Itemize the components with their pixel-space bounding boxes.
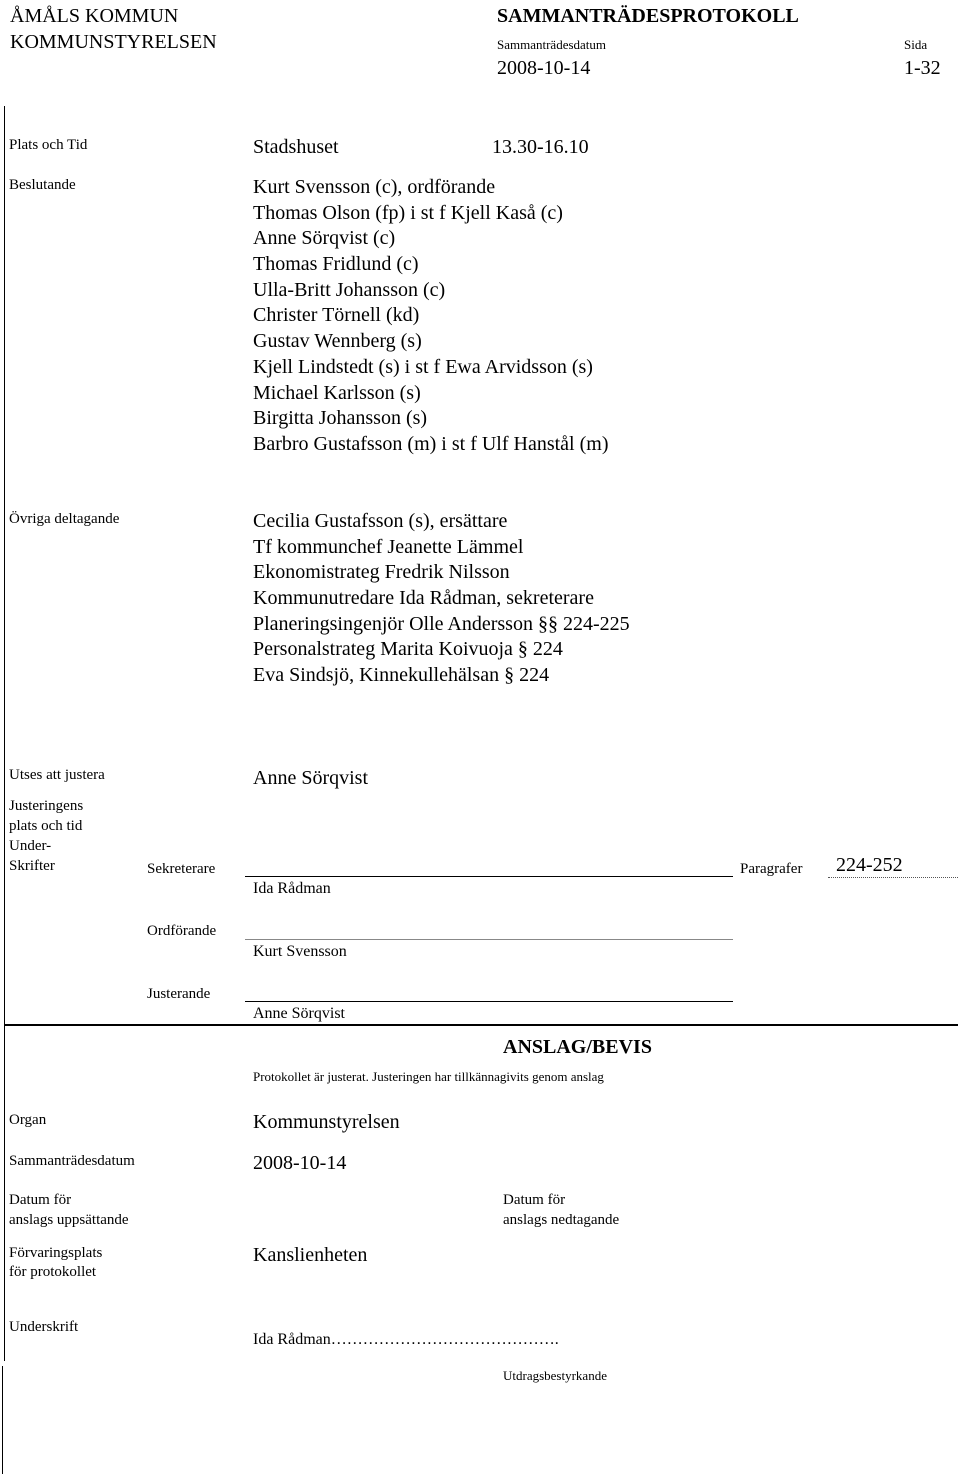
paragrafer-label: Paragrafer: [740, 861, 803, 877]
member-item: Birgitta Johansson (s): [253, 407, 428, 430]
uppsattande-label-line2: anslags uppsättande: [9, 1212, 129, 1228]
underskrifter-label-line2: Skrifter: [9, 858, 55, 874]
underskrifter-label-line1: Under-: [9, 838, 52, 854]
participant-item: Planeringsingenjör Olle Andersson §§ 224-225: [253, 612, 630, 635]
beslutande-label: Beslutande: [9, 177, 76, 193]
uppsattande-label-line1: Datum för: [9, 1192, 72, 1208]
member-item: Thomas Olson (fp) i st f Kjell Kaså (c): [253, 201, 563, 224]
left-border-upper: [4, 106, 5, 1024]
ordforande-label: Ordförande: [147, 923, 217, 939]
page-value: 1-32: [904, 57, 941, 79]
nedtagande-label-line2: anslags nedtagande: [503, 1212, 620, 1228]
ordforande-name: Kurt Svensson: [253, 943, 347, 960]
justeringens-label-line2: plats och tid: [9, 818, 83, 834]
sekreterare-name: Ida Rådman: [253, 880, 331, 897]
utdragsbestyrkande-label: Utdragsbestyrkande: [503, 1368, 607, 1383]
member-item: Anne Sörqvist (c): [253, 227, 396, 250]
page-label: Sida: [904, 37, 928, 52]
sammantradesdatum-label: Sammanträdesdatum: [9, 1153, 135, 1169]
ovriga-list: [253, 509, 630, 689]
participant-item: Eva Sindsjö, Kinnekullehälsan § 224: [253, 664, 550, 687]
underskrift-value: Ida Rådman…………………………………….: [253, 1331, 559, 1348]
member-item: Kjell Lindstedt (s) i st f Ewa Arvidsson (s): [253, 355, 593, 378]
ordforande-signature-line: [245, 939, 733, 940]
tid-value: 13.30-16.10: [492, 136, 589, 158]
sekreterare-label: Sekreterare: [147, 861, 216, 877]
participant-item: Personalstrateg Marita Koivuoja § 224: [253, 638, 563, 661]
participant-item: Kommunutredare Ida Rådman, sekreterare: [253, 587, 594, 610]
member-item: Ulla-Britt Johansson (c): [253, 278, 446, 301]
justerande-signature-line: [245, 1001, 733, 1002]
plats-tid-label: Plats och Tid: [9, 137, 88, 153]
organ-label: Organ: [9, 1112, 47, 1128]
anslag-notice: Protokollet är justerat. Justeringen har tillkännagivits genom anslag: [253, 1069, 604, 1084]
member-item: Gustav Wennberg (s): [253, 330, 422, 353]
forvaring-label-line1: Förvaringsplats: [9, 1245, 103, 1261]
member-item: Christer Törnell (kd): [253, 304, 420, 327]
nedtagande-label-line1: Datum för: [503, 1192, 566, 1208]
forvaring-label-line2: för protokollet: [9, 1264, 97, 1280]
utses-value: Anne Sörqvist: [253, 767, 368, 789]
left-border-bottom: [2, 1366, 3, 1474]
member-item: Michael Karlsson (s): [253, 381, 421, 404]
anslag-title: ANSLAG/BEVIS: [503, 1036, 652, 1058]
member-item: Kurt Svensson (c), ordförande: [253, 176, 496, 198]
underskrift-label: Underskrift: [9, 1319, 79, 1335]
member-item: Barbro Gustafsson (m) i st f Ulf Hanstål (m): [253, 432, 609, 455]
organ-value: Kommunstyrelsen: [253, 1111, 400, 1133]
utses-label: Utses att justera: [9, 767, 105, 783]
plats-value: Stadshuset: [253, 136, 339, 158]
document-title: SAMMANTRÄDESPROTOKOLL: [497, 5, 799, 27]
justerande-name: Anne Sörqvist: [253, 1005, 345, 1022]
beslutande-list: [253, 175, 609, 458]
justerande-label: Justerande: [147, 986, 211, 1002]
meeting-date-value: 2008-10-14: [497, 57, 591, 79]
ovriga-label: Övriga deltagande: [9, 511, 120, 527]
committee-name: KOMMUNSTYRELSEN: [10, 31, 217, 53]
org-name: ÅMÅLS KOMMUN: [10, 5, 179, 27]
sekreterare-signature-line: [245, 876, 733, 877]
participant-item: Cecilia Gustafsson (s), ersättare: [253, 510, 508, 532]
forvaring-value: Kanslienheten: [253, 1244, 368, 1266]
justeringens-label-line1: Justeringens: [9, 798, 84, 814]
meeting-date-label: Sammanträdesdatum: [497, 37, 607, 52]
member-item: Thomas Fridlund (c): [253, 253, 419, 276]
sammantradesdatum-value: 2008-10-14: [253, 1152, 347, 1174]
paragrafer-line: [828, 877, 958, 878]
paragrafer-value: 224-252: [836, 854, 903, 876]
participant-item: Tf kommunchef Jeanette Lämmel: [253, 535, 524, 558]
participant-item: Ekonomistrateg Fredrik Nilsson: [253, 561, 510, 584]
section-divider: [4, 1024, 958, 1026]
left-border-lower: [4, 1026, 5, 1361]
